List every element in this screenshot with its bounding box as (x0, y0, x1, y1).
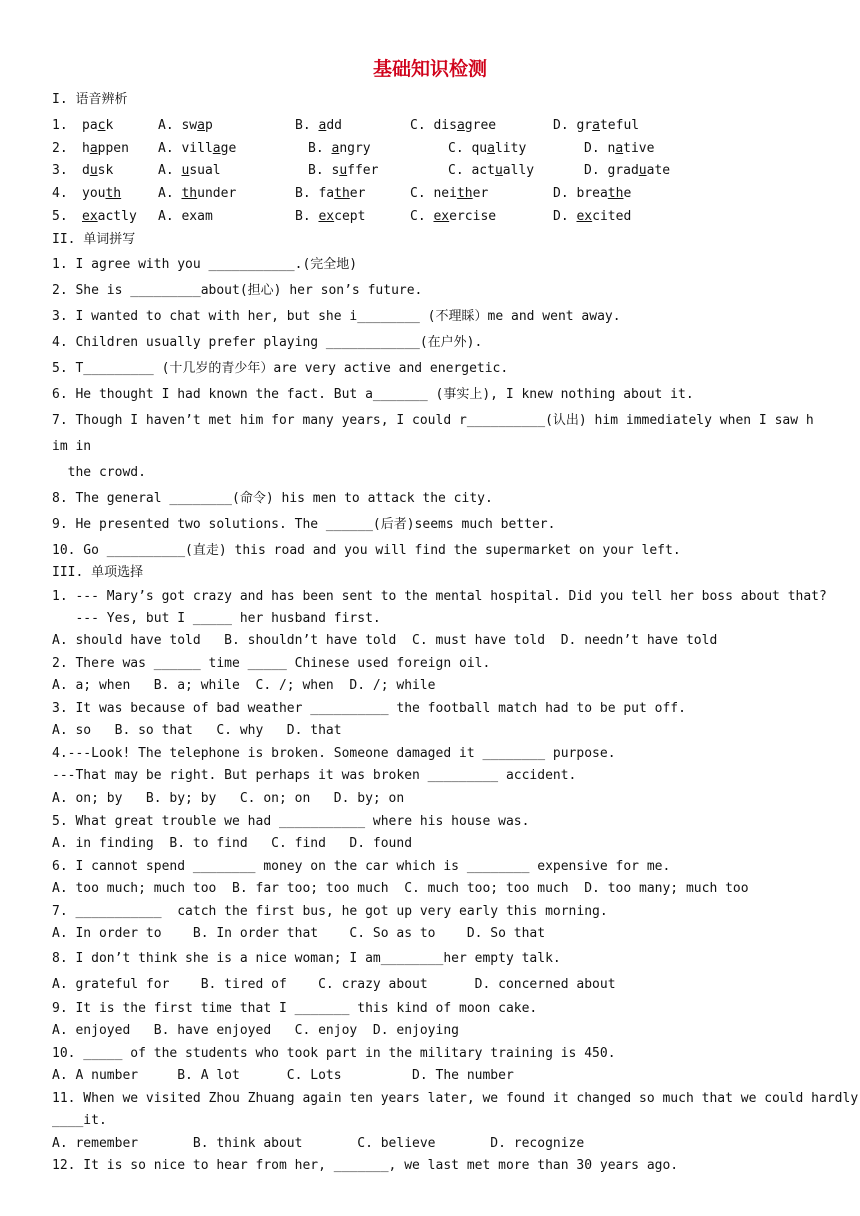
spelling-item: 2. She is _________about(担心) her son’s future. (52, 283, 423, 298)
question-number: 3. (52, 163, 68, 178)
question-number: 4. (52, 186, 68, 201)
option-b: B. suffer (308, 163, 379, 178)
target-word: happen (82, 141, 129, 156)
spelling-item: im in (52, 439, 92, 454)
option-a: A. thunder (158, 186, 237, 201)
spelling-item: 7. Though I haven’t met him for many years, I could r__________(认出) him immediately when I saw h (52, 413, 814, 428)
spelling-item: 8. The general ________(命令) his men to attack the city. (52, 491, 493, 506)
section-heading: I. 语音辨析 (52, 92, 128, 107)
choice-line: 4.---Look! The telephone is broken. Someone damaged it ________ purpose. (52, 746, 616, 761)
choice-line: A. on; by B. by; by C. on; on D. by; on (52, 791, 405, 806)
choice-line: 8. I don’t think she is a nice woman; I am________her empty talk. (52, 951, 561, 966)
section-heading: III. 单项选择 (52, 565, 144, 580)
target-word: pack (82, 118, 114, 133)
option-d: D. breathe (553, 186, 632, 201)
option-a: A. village (158, 141, 237, 156)
spelling-item: 9. He presented two solutions. The ______(后者)seems much better. (52, 517, 556, 532)
target-word: youth (82, 186, 122, 201)
option-a: A. swap (158, 118, 213, 133)
choice-line: A. so B. so that C. why D. that (52, 723, 342, 738)
option-b: B. father (295, 186, 366, 201)
choice-line: A. remember B. think about C. believe D. recognize (52, 1136, 585, 1151)
choice-line: 12. It is so nice to hear from her, _______, we last met more than 30 years ago. (52, 1158, 679, 1173)
spelling-item: 3. I wanted to chat with her, but she i________ (不理睬）me and went away. (52, 309, 621, 324)
target-word: exactly (82, 209, 137, 224)
choice-line: A. in finding B. to find C. find D. found (52, 836, 413, 851)
choice-line: A. In order to B. In order that C. So as to D. So that (52, 926, 546, 941)
choice-line: 3. It was because of bad weather __________ the football match had to be put off. (52, 701, 686, 716)
choice-line: A. A number B. A lot C. Lots D. The number (52, 1068, 514, 1083)
question-number: 1. (52, 118, 68, 133)
choice-line: 10. _____ of the students who took part in the military training is 450. (52, 1046, 616, 1061)
spelling-item: the crowd. (52, 465, 146, 480)
spelling-item: 4. Children usually prefer playing ____________(在户外). (52, 335, 483, 350)
option-c: C. actually (448, 163, 535, 178)
choice-line: 7. ___________ catch the first bus, he got up very early this morning. (52, 904, 608, 919)
option-c: C. disagree (410, 118, 497, 133)
spelling-item: 1. I agree with you ___________.(完全地) (52, 257, 358, 272)
choice-line: A. should have told B. shouldn’t have told C. must have told D. needn’t have told (52, 633, 718, 648)
option-c: C. quality (448, 141, 527, 156)
spelling-item: 5. T_________ (十几岁的青少年）are very active and energetic. (52, 361, 509, 376)
option-d: D. excited (553, 209, 632, 224)
question-number: 2. (52, 141, 68, 156)
choice-line: 6. I cannot spend ________ money on the car which is ________ expensive for me. (52, 859, 671, 874)
choice-line: 11. When we visited Zhou Zhuang again ten years later, we found it changed so much that we could hardly (52, 1091, 859, 1106)
choice-line: ____it. (52, 1113, 107, 1128)
page-title: 基础知识检测 (372, 58, 487, 80)
option-b: B. add (295, 118, 342, 133)
option-d: D. grateful (553, 118, 640, 133)
spelling-item: 6. He thought I had known the fact. But a_______ (事实上), I knew nothing about it. (52, 387, 694, 402)
choice-line: 1. --- Mary’s got crazy and has been sent to the mental hospital. Did you tell her boss about that? (52, 589, 827, 604)
target-word: dusk (82, 163, 114, 178)
choice-line: --- Yes, but I _____ her husband first. (52, 611, 381, 626)
option-c: C. exercise (410, 209, 497, 224)
question-number: 5. (52, 209, 68, 224)
choice-line: A. too much; much too B. far too; too much C. much too; too much D. too many; much too (52, 881, 749, 896)
choice-line: 9. It is the first time that I _______ this kind of moon cake. (52, 1001, 538, 1016)
option-b: B. except (295, 209, 366, 224)
choice-line: ---That may be right. But perhaps it was broken _________ accident. (52, 768, 577, 783)
choice-line: A. enjoyed B. have enjoyed C. enjoy D. enjoying (52, 1023, 459, 1038)
option-b: B. angry (308, 141, 371, 156)
option-d: D. native (584, 141, 655, 156)
spelling-item: 10. Go __________(直走) this road and you will find the supermarket on your left. (52, 543, 681, 558)
option-a: A. exam (158, 209, 213, 224)
section-heading: II. 单词拼写 (52, 232, 136, 247)
option-a: A. usual (158, 163, 221, 178)
choice-line: A. a; when B. a; while C. /; when D. /; while (52, 678, 436, 693)
choice-line: 5. What great trouble we had ___________ where his house was. (52, 814, 530, 829)
option-d: D. graduate (584, 163, 671, 178)
choice-line: A. grateful for B. tired of C. crazy about D. concerned about (52, 977, 616, 992)
option-c: C. neither (410, 186, 489, 201)
choice-line: 2. There was ______ time _____ Chinese used foreign oil. (52, 656, 491, 671)
